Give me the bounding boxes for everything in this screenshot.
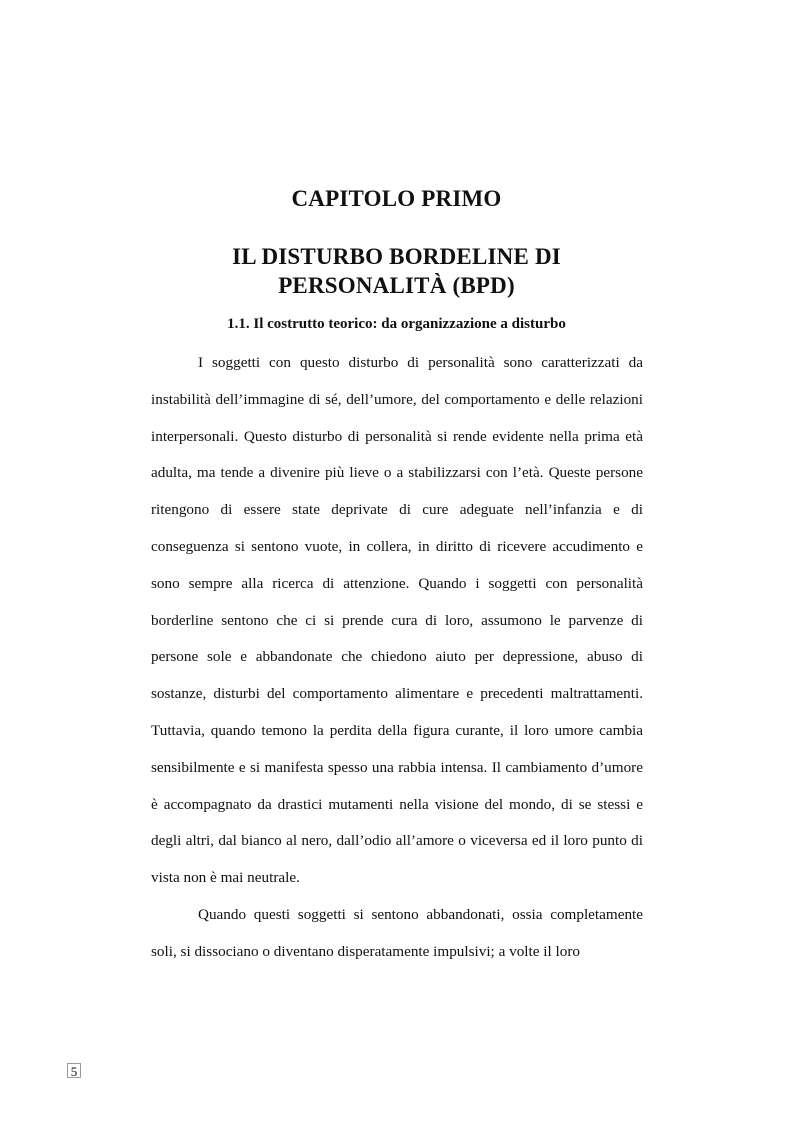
paragraph-1: I soggetti con questo disturbo di personalità sono caratterizzati da instabilità dell’immagine di sé, dell’umore, del comportamento e delle relazioni interpersonali. Questo disturbo di personalità si rende evidente nella prima età adulta, ma tende a divenire più lieve o a stabilizzarsi con l’età. Queste persone ritengono di essere state deprivate di cure adeguate nell’infanzia e di conseguenza si sentono vuote, in collera, in diritto di ricevere accudimento e sono sempre alla ricerca di attenzione. Quando i soggetti con personalità borderline sentono che ci si prende cura di loro, assumono le parvenze di persone sole e abbandonate che chiedono aiuto per depressione, abuso di sostanze, disturbi del comportamento alimentare e precedenti maltrattamenti. Tuttavia, quando temono la perdita della figura curante, il loro umore cambia sensibilmente e si manifesta spesso una rabbia intensa. Il cambiamento d’umore è accompagnato da drastici mutamenti nella visione del mondo, di se stessi e degli altri, dal bianco al nero, dall’odio all’amore o viceversa ed il loro punto di vista non è mai neutrale. [151,354,643,887]
section-heading: 1.1. Il costrutto teorico: da organizzazione a disturbo [227,316,566,332]
chapter-title: IL DISTURBO BORDELINE DI PERSONALITÀ (BPD) [232,244,561,298]
chapter-label: CAPITOLO PRIMO [291,186,502,211]
paragraph-2: Quando questi soggetti si sentono abbandonati, ossia completamente soli, si dissociano o diventano disperatamente impulsivi; a volte il loro [151,905,643,960]
page-number: 5 [67,1063,81,1078]
body-text [151,345,643,971]
